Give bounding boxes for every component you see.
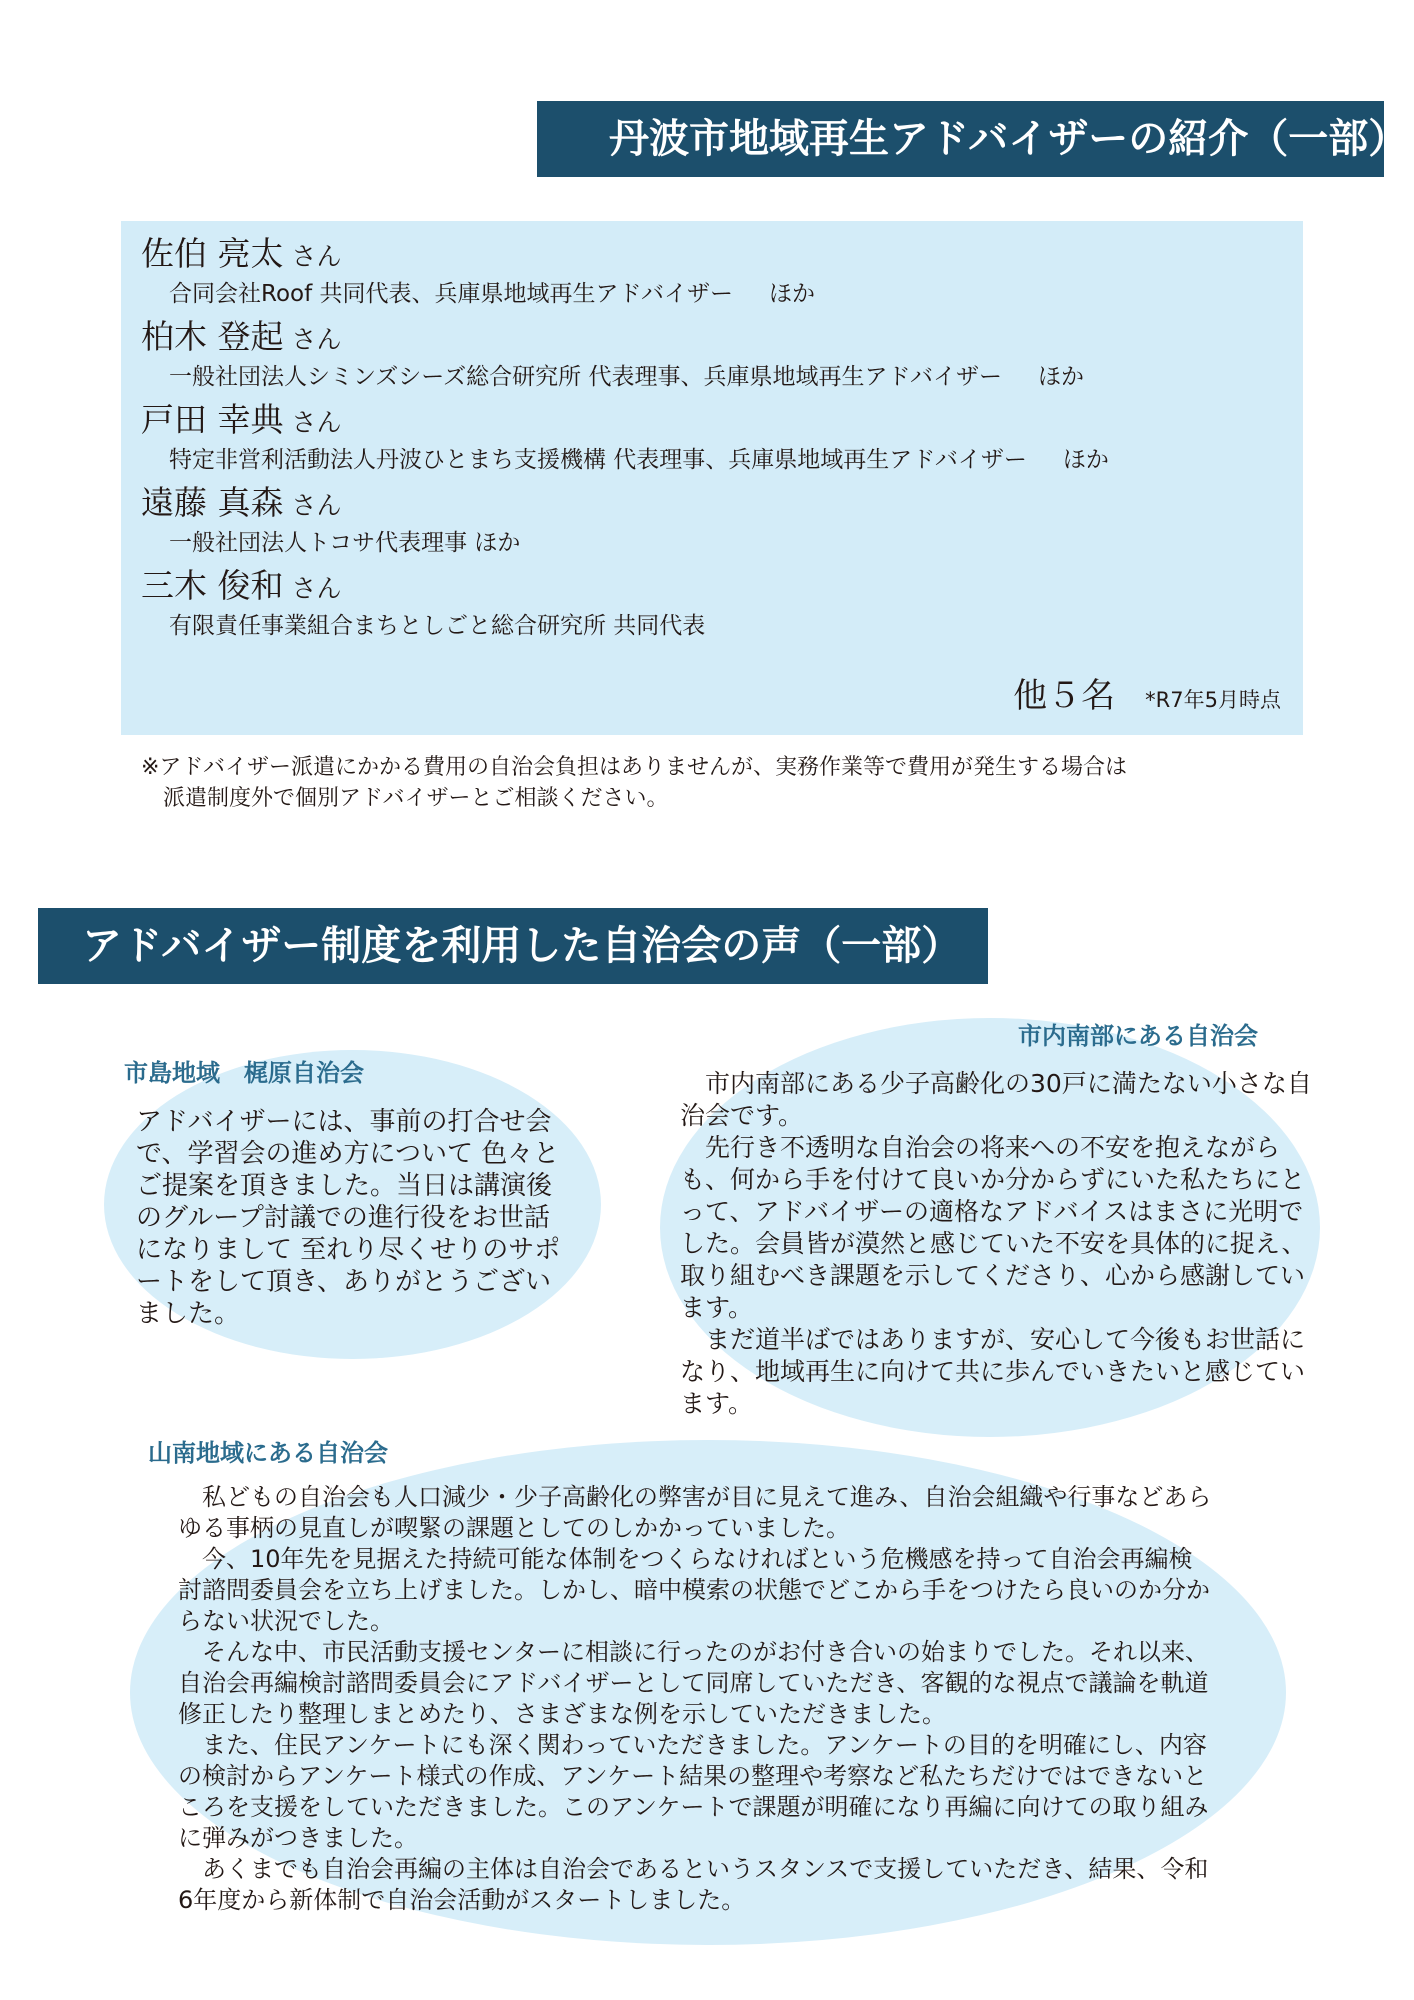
adviser-entry	[141, 316, 1283, 393]
voice-3-title: 山南地域にある自治会	[148, 1439, 388, 1467]
others-count: 他５名	[1013, 676, 1116, 716]
adviser-affiliation: 一般社団法人トコサ代表理事 ほか	[169, 530, 521, 556]
adviser-suffix: ほか	[769, 281, 816, 307]
adviser-name: 佐伯 亮太	[141, 234, 284, 273]
adviser-entry	[141, 565, 1283, 642]
voice-paragraph: アドバイザーには、事前の打合せ会で、学習会の進め方について 色々とご提案を頂きました。当日は講演後のグループ討議での進行役をお世話になりまして 至れり尽くせりのサポートをして頂き、ありがとうございました。	[136, 1107, 561, 1329]
voice-paragraph: まだ道半ばではありますが、安心して今後もお世話になり、地域再生に向けて共に歩んでいきたいと感じています。	[680, 1325, 1306, 1418]
voice-2-text	[680, 1068, 1318, 1420]
advisers-heading-banner	[537, 101, 1409, 177]
adviser-entry	[141, 233, 1283, 310]
adviser-affiliation: 有限責任事業組合まちとしごと総合研究所 共同代表	[169, 613, 706, 639]
others-count-line	[1013, 668, 1281, 717]
voice-3-text	[178, 1482, 1216, 1916]
voice-1-text	[136, 1106, 567, 1330]
honorific: さん	[291, 325, 342, 354]
adviser-name: 三木 俊和	[141, 566, 284, 605]
voice-paragraph: 先行き不透明な自治会の将来への不安を抱えながらも、何から手を付けて良いか分からずにいた私たちにとって、アドバイザーの適格なアドバイスはまさに光明でした。会員皆が漠然と感じていた不安を具体的に捉え、取り組むべき課題を示してくださり、心から感謝しています。	[680, 1133, 1307, 1322]
voice-paragraph: 今、10年先を見据えた持続可能な体制をつくらなければという危機感を持って自治会再編検討諮問委員会を立ち上げました。しかし、暗中模索の状態でどこから手をつけたら良いのか分からない状況でした。	[178, 1545, 1210, 1635]
adviser-affiliation: 一般社団法人シミンズシーズ総合研究所 代表理事、兵庫県地域再生アドバイザー	[169, 364, 1003, 390]
adviser-entry	[141, 399, 1283, 476]
adviser-name: 柏木 登起	[141, 317, 284, 356]
honorific: さん	[291, 242, 342, 271]
adviser-name: 戸田 幸典	[141, 400, 284, 439]
voices-heading-banner	[38, 908, 988, 984]
voices-heading: アドバイザー制度を利用した自治会の声（一部）	[82, 923, 962, 969]
cost-note-line-2: 派遣制度外で個別アドバイザーとご相談ください。	[163, 786, 669, 811]
voice-1-title: 市島地域 梶原自治会	[124, 1059, 364, 1087]
voice-paragraph: 私どもの自治会も人口減少・少子高齢化の弊害が目に見えて進み、自治会組織や行事などあらゆる事柄の見直しが喫緊の課題としてのしかかっていました。	[178, 1483, 1212, 1542]
adviser-suffix: ほか	[1038, 364, 1085, 390]
voice-paragraph: 市内南部にある少子高齢化の30戸に満たない小さな自治会です。	[680, 1069, 1312, 1130]
adviser-entry	[141, 482, 1283, 559]
as-of-date: *R7年5月時点	[1145, 688, 1281, 712]
honorific: さん	[291, 574, 342, 603]
voice-paragraph: また、住民アンケートにも深く関わっていただきました。アンケートの目的を明確にし、内容の検討からアンケート様式の作成、アンケート結果の整理や考察など私たちだけではできないところを支援をしていただきました。このアンケートで課題が明確になり再編に向けての取り組みに弾みがつきました。	[178, 1731, 1209, 1852]
voice-paragraph: そんな中、市民活動支援センターに相談に行ったのがお付き合いの始まりでした。それ以来、自治会再編検討諮問委員会にアドバイザーとして同席していただき、客観的な視点で議論を軌道修正したり整理しまとめたり、さまざまな例を示していただきました。	[178, 1638, 1210, 1728]
adviser-affiliation: 特定非営利活動法人丹波ひとまち支援機構 代表理事、兵庫県地域再生アドバイザー	[169, 447, 1027, 473]
adviser-suffix: ほか	[1062, 447, 1109, 473]
cost-note	[141, 752, 1301, 814]
advisers-heading: 丹波市地域再生アドバイザーの紹介（一部）	[609, 116, 1409, 162]
adviser-affiliation: 合同会社Roof 共同代表、兵庫県地域再生アドバイザー	[169, 281, 734, 307]
honorific: さん	[291, 408, 342, 437]
voice-2-title: 市内南部にある自治会	[1018, 1022, 1258, 1050]
advisers-list-box	[121, 221, 1303, 735]
adviser-name: 遠藤 真森	[141, 483, 284, 522]
voice-paragraph: あくまでも自治会再編の主体は自治会であるというスタンスで支援していただき、結果、令和6年度から新体制で自治会活動がスタートしました。	[178, 1855, 1209, 1914]
cost-note-line-1: ※アドバイザー派遣にかかる費用の自治会負担はありませんが、実務作業等で費用が発生する場合は	[141, 755, 1127, 780]
honorific: さん	[291, 491, 342, 520]
